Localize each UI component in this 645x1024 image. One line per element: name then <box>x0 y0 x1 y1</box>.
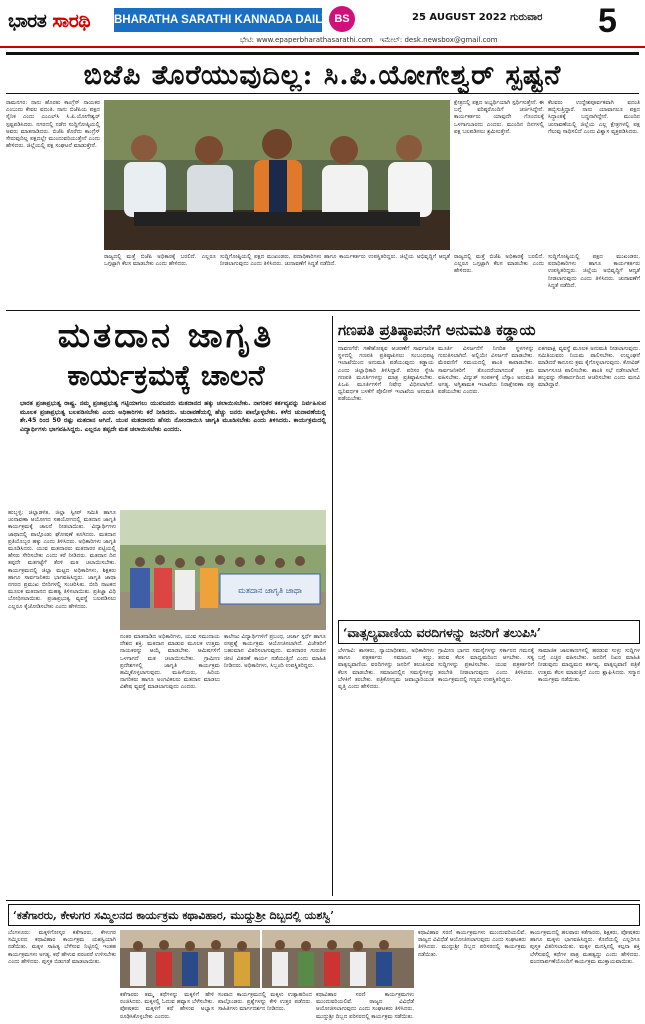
rally-banner-text: ಮತದಾನ ಜಾಗೃತಿ ಜಾಥಾ <box>238 586 302 595</box>
email-link[interactable]: ಇಮೇಲ್: desk.newsbox@gmail.com <box>379 36 498 44</box>
headline-yogeshwar: ಬಿಜೆಪಿ ತೊರೆಯುವುದಿಲ್ಲ: ಸಿ.ಪಿ.ಯೋಗೇಶ್ವರ್ ಸ್ಪಷ್ಟನೆ <box>6 52 639 94</box>
story5-photo <box>120 930 414 988</box>
story1-col5b: ಸುದ್ದಿಗೋಷ್ಠಿಯಲ್ಲಿ ಪಕ್ಷದ ಮುಖಂಡರು, ಪದಾಧಿಕಾರಿಗಳು ಹಾಗೂ ಕಾರ್ಯಕರ್ತರು ಉಪಸ್ಥಿತರಿದ್ದರು. ಜಿಲ್ಲೆಯ ಅಭಿವೃದ್ಧಿಗೆ ಆದ್ಯತೆ ನೀಡಲಾಗುವುದು ಎಂದು ತಿಳಿಸಿದರು. ಚುನಾವಣೆಗೆ ಸಿದ್ಧತೆ ನಡೆದಿದೆ. <box>548 254 640 289</box>
headline-kathavihara: ‘ಕತೆಗಾರರು, ಕೇಳುಗರ ಸಮ್ಮಿಲನದ ಕಾರ್ಯಕ್ರಮ ಕಥಾವಿಹಾರ, ಮುದ್ದುಶ್ರೀ ದಿಬ್ಬದಲ್ಲಿ ಯಶಸ್ವಿ’ <box>8 904 640 926</box>
story3-col2: ಮೂರ್ತಿ ವಿಸರ್ಜನೆಗೆ ನಿಗದಿತ ಸ್ಥಳಗಳನ್ನು ಗುರುತಿಸಲಾಗಿದೆ. ಅಲ್ಲಿಯೇ ವಿಸರ್ಜನೆ ಮಾಡಬೇಕು. ಮೆರವಣಿಗೆ ಸಮಯದಲ್ಲಿ ಶಾಂತಿ ಕಾಪಾಡಬೇಕು. ಸಾರ್ವಜನಿಕರಿಗೆ ತೊಂದರೆಯಾಗದಂತೆ ಕ್ರಮ ವಹಿಸಬೇಕು. ವಿದ್ಯುತ್ ಸಂಪರ್ಕಕ್ಕೆ ಬೆಸ್ಕಾಂ ಅನುಮತಿ ಅಗತ್ಯ. ಅಗ್ನಿಶಾಮಕ ಇಲಾಖೆಯ ನಿರಾಕ್ಷೇಪಣಾ ಪತ್ರ ಪಡೆಯಬೇಕು ಎಂದರು. <box>438 346 534 396</box>
story5-col1: ಬೆಂಗಳೂರು: ಮಕ್ಕಳಿಗೋಸ್ಕರ ಕತೆಗಾರರು, ಕೇಳುಗರ ಸಮ್ಮಿಲನದ ಕಥಾವಿಹಾರ ಕಾರ್ಯಕ್ರಮ ಯಶಸ್ವಿಯಾಗಿ ನಡೆಯಿತು. ಮಕ್ಕಳ ಸಾಹಿತ್ಯ ಬೆಳೆಸುವ ನಿಟ್ಟಿನಲ್ಲಿ ಇಂತಹ ಕಾರ್ಯಕ್ರಮಗಳು ಅಗತ್ಯ. ಕಥೆ ಹೇಳುವ ಪರಂಪರೆ ಉಳಿಸಬೇಕು ಎಂದು ಹೇಳಿದರು. ಪುಸ್ತಕ ಬಿಡುಗಡೆ ಮಾಡಲಾಯಿತು. <box>8 930 116 965</box>
story1-col4: ಸುದ್ದಿಗೋಷ್ಠಿಯಲ್ಲಿ ಪಕ್ಷದ ಮುಖಂಡರು, ಪದಾಧಿಕಾರಿಗಳು ಹಾಗೂ ಕಾರ್ಯಕರ್ತರು ಉಪಸ್ಥಿತರಿದ್ದರು. ಜಿಲ್ಲೆಯ ಅಭಿವೃದ್ಧಿಗೆ ಆದ್ಯತೆ ನೀಡಲಾಗುವುದು ಎಂದು ತಿಳಿಸಿದರು. ಚುನಾವಣೆಗೆ ಸಿದ್ಧತೆ ನಡೆದಿದೆ. <box>220 254 450 268</box>
story3-col3: ಏಕಗವಾಕ್ಷಿ ವ್ಯವಸ್ಥೆ ಮೂಲಕ ಅನುಮತಿ ನೀಡಲಾಗುವುದು. ಸಮಿತಿಯವರು ನಿಯಮ ಪಾಲಿಸಬೇಕು. ಉಲ್ಲಂಘನೆ ಮಾಡಿದರೆ ಕಾನೂನು ಕ್ರಮ ಕೈಗೊಳ್ಳಲಾಗುವುದು. ಕೋವಿಡ್ ಮಾರ್ಗಸೂಚಿ ಪಾಲಿಸಬೇಕು. ಶಾಂತಿ ಸಭೆ ನಡೆಸಲಾಗಿದೆ. ಹಬ್ಬವನ್ನು ಸೌಹಾರ್ದದಿಂದ ಆಚರಿಸಬೇಕು ಎಂದು ಮನವಿ ಮಾಡಿದ್ದಾರೆ. <box>538 346 640 389</box>
page-number: 5 <box>598 2 617 40</box>
story5-col3: ಸಂವಾದ ಕಾರ್ಯಕ್ರಮದಲ್ಲಿ ಮಕ್ಕಳು ಉತ್ಸಾಹದಿಂದ ಪಾಲ್ಗೊಂಡರು. ಪ್ರಶ್ನೆಗಳನ್ನು ಕೇಳಿ ಉತ್ತರ ಪಡೆದರು. ಸಾಹಿತಿಗಳು ಮಾರ್ಗದರ್ಶನ ನೀಡಿದರು. <box>218 992 312 1013</box>
book-release-photo <box>120 930 414 988</box>
headline-voting-awareness-1: ಮತದಾನ ಜಾಗೃತಿ <box>57 316 275 356</box>
bs-logo-icon: BS <box>329 6 355 32</box>
story2-col2: ನಂತರ ಮಾತನಾಡಿದ ಅಧಿಕಾರಿಗಳು, ಯುವ ಸಮುದಾಯ ದೇಶದ ಶಕ್ತಿ. ಮತದಾನ ಮಾಡುವ ಮೂಲಕ ಉತ್ತಮ ನಾಯಕರನ್ನು ಆಯ್ಕೆ ಮಾಡಬೇಕು. ಆಮಿಷಗಳಿಗೆ ಒಳಗಾಗದೆ ಮತ ಚಲಾಯಿಸಬೇಕು. ಗ್ರಾಮೀಣ ಪ್ರದೇಶಗಳಲ್ಲಿ ಜಾಗೃತಿ ಕಾರ್ಯಕ್ರಮ ಹಮ್ಮಿಕೊಳ್ಳಲಾಗುವುದು. ಮಹಿಳೆಯರು, ಹಿರಿಯ ನಾಗರಿಕರು ಹಾಗೂ ಅಂಗವಿಕಲರು ಮತದಾನ ಮಾಡಲು ವಿಶೇಷ ವ್ಯವಸ್ಥೆ ಮಾಡಲಾಗುವುದು ಎಂದರು. <box>120 634 220 691</box>
headline-vatsalyavani: ‘ವಾತ್ಸಲ್ಯವಾಣಿಯ ವರದಿಗಳನ್ನು ಜನರಿಗೆ ತಲುಪಿಸಿ’ <box>338 620 640 644</box>
story5-col2: ಕತೆಗಾರರು ತಮ್ಮ ಕಥೆಗಳನ್ನು ಮಕ್ಕಳಿಗೆ ಹೇಳಿ ರಂಜಿಸಿದರು. ಮಕ್ಕಳಲ್ಲಿ ಓದುವ ಹವ್ಯಾಸ ಬೆಳೆಸಬೇಕು. ಪೋಷಕರು ಮಕ್ಕಳಿಗೆ ಕಥೆ ಹೇಳುವ ಅಭ್ಯಾಸ ರೂಢಿಸಿಕೊಳ್ಳಬೇಕು ಎಂದರು. <box>120 992 214 1020</box>
headline-ganapathi: ಗಣಪತಿ ಪ್ರತಿಷ್ಠಾಪನೆಗೆ ಅನುಮತಿ ಕಡ್ಡಾಯ <box>338 318 640 342</box>
logo-part-1: ಭಾರತ <box>8 10 53 32</box>
story3-col1: ದಾವಣಗೆರೆ: ಗಣೇಶೋತ್ಸವ ಆಚರಣೆಗೆ ಸಾರ್ವಜನಿಕ ಸ್ಥಳದಲ್ಲಿ ಗಣಪತಿ ಪ್ರತಿಷ್ಠಾಪಿಸಲು ಸಂಬಂಧಪಟ್ಟ ಇಲಾಖೆಯಿಂದ ಅನುಮತಿ ಪಡೆಯುವುದು ಕಡ್ಡಾಯ ಎಂದು ಜಿಲ್ಲಾಧಿಕಾರಿ ತಿಳಿಸಿದ್ದಾರೆ. ಪರಿಸರ ಸ್ನೇಹಿ ಗಣಪತಿ ಮೂರ್ತಿಗಳನ್ನು ಮಾತ್ರ ಪ್ರತಿಷ್ಠಾಪಿಸಬೇಕು. ಪಿಒಪಿ ಮೂರ್ತಿಗಳಿಗೆ ನಿಷೇಧ ವಿಧಿಸಲಾಗಿದೆ. ಧ್ವನಿವರ್ಧಕ ಬಳಕೆಗೆ ಪೊಲೀಸ್ ಇಲಾಖೆಯ ಅನುಮತಿ ಪಡೆಯಬೇಕು. <box>338 346 434 403</box>
press-meet-photo <box>104 100 450 250</box>
masthead <box>0 0 645 48</box>
logo-part-2: ಸಾರಥಿ <box>52 10 91 32</box>
divider-bottom <box>6 900 640 901</box>
website-link[interactable]: ಭೇಟಿ: www.epaperbharathasarathi.com <box>240 36 373 44</box>
story1-col3: ರಾಜ್ಯದಲ್ಲಿ ಮತ್ತೆ ಬಿಜೆಪಿ ಅಧಿಕಾರಕ್ಕೆ ಬರಲಿದೆ. ಎಲ್ಲರೂ ಒಗ್ಗಟ್ಟಾಗಿ ಕೆಲಸ ಮಾಡಬೇಕು ಎಂದು ಹೇಳಿದರು. <box>104 254 216 268</box>
story4-col2: ಗ್ರಾಮೀಣ ಭಾಗದ ಸಮಸ್ಯೆಗಳನ್ನು ಸರ್ಕಾರದ ಗಮನಕ್ಕೆ ತರುವ ಕೆಲಸ ಮಾಧ್ಯಮದಿಂದ ಆಗಬೇಕು. ಸತ್ಯ ಸುದ್ದಿಗಳನ್ನು ಪ್ರಕಟಿಸಬೇಕು. ಯುವ ಪತ್ರಕರ್ತರಿಗೆ ತರಬೇತಿ ನೀಡಲಾಗುವುದು ಎಂದು ತಿಳಿಸಿದರು. ಕಾರ್ಯಕ್ರಮದಲ್ಲಿ ಗಣ್ಯರು ಉಪಸ್ಥಿತರಿದ್ದರು. <box>438 648 534 683</box>
story1-photo <box>104 100 450 250</box>
logo-english: BHARATHA SARATHI KANNADA DAILY <box>114 8 322 32</box>
headline-voting-awareness-2: ಕಾರ್ಯಕ್ರಮಕ್ಕೆ ಚಾಲನೆ <box>67 359 265 392</box>
story4-col1: ಬೆಳಗಾವಿ: ಶಾಸಕರು, ನ್ಯಾಯಾಧೀಶರು, ಅಧಿಕಾರಿಗಳು ಹಾಗೂ ಪತ್ರಕರ್ತರು ಸಮಾಜದ ಕಣ್ಣು. ವಾತ್ಸಲ್ಯವಾಣಿಯ ವರದಿಗಳನ್ನು ಜನರಿಗೆ ತಲುಪಿಸುವ ಕೆಲಸ ಮಾಡಬೇಕು. ಸಮಾಜದಲ್ಲಿನ ಸಮಸ್ಯೆಗಳನ್ನು ಬೆಳಕಿಗೆ ತರಬೇಕು. ಪತ್ರಿಕೋದ್ಯಮ ಜವಾಬ್ದಾರಿಯುತ ವೃತ್ತಿ ಎಂದು ಹೇಳಿದರು. <box>338 648 434 691</box>
logo-kannada <box>8 10 90 32</box>
story2-col1: ಹುಬ್ಬಳ್ಳಿ: ಜಿಲ್ಲಾಡಳಿತ, ಜಿಲ್ಲಾ ಸ್ವೀಪ್ ಸಮಿತಿ ಹಾಗೂ ಚುನಾವಣಾ ಆಯೋಗದ ಸಹಯೋಗದಲ್ಲಿ ಮತದಾನ ಜಾಗೃತಿ ಕಾರ್ಯಕ್ರಮಕ್ಕೆ ಚಾಲನೆ ನೀಡಲಾಯಿತು. ವಿದ್ಯಾರ್ಥಿಗಳು ಜಾಥಾದಲ್ಲಿ ಪಾಲ್ಗೊಂಡು ಘೋಷಣೆ ಕೂಗಿದರು. ಮತದಾನ ಪ್ರತಿಯೊಬ್ಬರ ಹಕ್ಕು ಎಂದು ತಿಳಿಸಿದರು. ಅಧಿಕಾರಿಗಳು ಜಾಗೃತಿ ಮೂಡಿಸಿದರು. ಯುವ ಮತದಾರರು ಮತದಾರರ ಪಟ್ಟಿಯಲ್ಲಿ ಹೆಸರು ಸೇರಿಸಬೇಕು ಎಂದು ಕರೆ ನೀಡಿದರು. ಮತದಾನ ದಿನ ತಪ್ಪದೇ ಮತಗಟ್ಟೆಗೆ ತೆರಳಿ ಮತ ಚಲಾಯಿಸಬೇಕು. ಕಾರ್ಯಕ್ರಮದಲ್ಲಿ ಜಿಲ್ಲಾ ಮಟ್ಟದ ಅಧಿಕಾರಿಗಳು, ಶಿಕ್ಷಕರು ಹಾಗೂ ಸಾರ್ವಜನಿಕರು ಭಾಗವಹಿಸಿದ್ದರು. ಜಾಗೃತಿ ಜಾಥಾ ನಗರದ ಪ್ರಮುಖ ಬೀದಿಗಳಲ್ಲಿ ಸಂಚರಿಸಿತು. ಬೀದಿ ನಾಟಕದ ಮೂಲಕ ಮತದಾನದ ಮಹತ್ವ ತಿಳಿಸಲಾಯಿತು. ಪ್ರತಿಜ್ಞಾ ವಿಧಿ ಬೋಧಿಸಲಾಯಿತು. ಪ್ರಜಾಪ್ರಭುತ್ವ ವ್ಯವಸ್ಥೆ ಬಲಪಡಿಸಲು ಎಲ್ಲರೂ ಕೈಜೋಡಿಸಬೇಕು ಎಂದು ಹೇಳಿದರು. <box>8 510 116 610</box>
story2-photo <box>120 510 326 630</box>
story2-lede: ಭಾರತ ಪ್ರಜಾಪ್ರಭುತ್ವ ರಾಷ್ಟ್ರ. ನಮ್ಮ ಪ್ರಜಾಪ್ರಭುತ್ವ ಗಟ್ಟಿಯಾಗಲು ಯುವಜನರು ಮತದಾನದ ಹಕ್ಕು ಚಲಾಯಿಸಬೇಕು. ನಾಗರಿಕರ ಕರ್ತವ್ಯವನ್ನು ನಿರ್ವಹಿಸುವ ಮೂಲಕ ಪ್ರಜಾಪ್ರಭುತ್ವ ಬಲಪಡಿಸಬೇಕು ಎಂದು ಅಧಿಕಾರಿಗಳು ಕರೆ ನೀಡಿದರು. ಚುನಾವಣೆಯಲ್ಲಿ ಹೆಚ್ಚು ಜನರು ಪಾಲ್ಗೊಳ್ಳಬೇಕು. ಕಳೆದ ಚುನಾವಣೆಯಲ್ಲಿ ಶೇ.45 ರಿಂದ 50 ರಷ್ಟು ಮತದಾನ ಆಗಿದೆ. ಯುವ ಮತದಾರರು ಹೆಸರು ನೋಂದಾಯಿಸಿ ಜಾಗೃತಿ ಮೂಡಿಸಬೇಕು ಎಂದು ತಿಳಿಸಿದರು. ಕಾರ್ಯಕ್ರಮದಲ್ಲಿ ವಿದ್ಯಾರ್ಥಿಗಳು ಭಾಗವಹಿಸಿದ್ದರು. ಎಲ್ಲರೂ ತಪ್ಪದೇ ಮತ ಚಲಾಯಿಸಬೇಕು ಎಂದರು. <box>20 400 326 433</box>
dateline: 25 AUGUST 2022 ಗುರುವಾರ <box>412 12 543 23</box>
story1-col1: ರಾಮನಗರ: ನಾನು ಹೊರತು ಕಾಂಗ್ರೆಸ್ ನಾಯಕರ ಎಂಬುದು ಕೇವಲ ವದಂತಿ. ನಾನು ಬಿಜೆಪಿಯ ಪಕ್ಷದ ಸೈನಿಕ ಎಂದು ಎಂಎಲ್‌ಸಿ ಸಿ.ಪಿ.ಯೋಗೇಶ್ವರ್ ಸ್ಪಷ್ಟಪಡಿಸಿದರು. ನಗರದಲ್ಲಿ ನಡೆದ ಸುದ್ದಿಗೋಷ್ಠಿಯಲ್ಲಿ ಅವರು ಮಾತನಾಡಿದರು. ಬಿಜೆಪಿ ತೊರೆದು ಕಾಂಗ್ರೆಸ್ ಸೇರುವುದಿಲ್ಲ ಪಕ್ಷದಲ್ಲೇ ಮುಂದುವರಿಯುತ್ತೇನೆ ಎಂದು ಹೇಳಿದರು. ಜಿಲ್ಲೆಯಲ್ಲಿ ಪಕ್ಷ ಸಂಘಟನೆ ಮಾಡುತ್ತೇನೆ. <box>6 100 100 150</box>
url-bar <box>240 36 498 45</box>
story1-col2b: ರಾಜ್ಯದಲ್ಲಿ ಮತ್ತೆ ಬಿಜೆಪಿ ಅಧಿಕಾರಕ್ಕೆ ಬರಲಿದೆ. ಎಲ್ಲರೂ ಒಗ್ಗಟ್ಟಾಗಿ ಕೆಲಸ ಮಾಡಬೇಕು ಎಂದು ಹೇಳಿದರು. <box>454 254 544 275</box>
story5-col5: ಕಾರ್ಯಕ್ರಮದಲ್ಲಿ ಹಲವಾರು ಕತೆಗಾರರು, ಶಿಕ್ಷಕರು, ಪೋಷಕರು ಹಾಗೂ ಮಕ್ಕಳು ಭಾಗವಹಿಸಿದ್ದರು. ಕೊನೆಯಲ್ಲಿ ಎಲ್ಲರಿಗೂ ಪುಸ್ತಕ ವಿತರಿಸಲಾಯಿತು. ಮಕ್ಕಳ ಮನಸ್ಸಿನಲ್ಲಿ ಕಲ್ಪನಾ ಶಕ್ತಿ ಬೆಳೆಸುವಲ್ಲಿ ಕಥೆಗಳ ಪಾತ್ರ ಮಹತ್ವದ್ದು ಎಂದು ಹೇಳಿದರು. ವಂದನಾರ್ಪಣೆಯೊಂದಿಗೆ ಕಾರ್ಯಕ್ರಮ ಮುಕ್ತಾಯವಾಯಿತು. <box>530 930 640 965</box>
column-divider <box>332 316 333 896</box>
rally-photo <box>120 510 326 630</box>
story4-col3: ಸಾಮಾಜಿಕ ಜಾಲತಾಣಗಳಲ್ಲಿ ಹರಡುವ ಸುಳ್ಳು ಸುದ್ದಿಗಳ ಬಗ್ಗೆ ಎಚ್ಚರ ವಹಿಸಬೇಕು. ಜನರಿಗೆ ನಿಖರ ಮಾಹಿತಿ ನೀಡುವುದು ಮಾಧ್ಯಮದ ಕರ್ತವ್ಯ. ವಾತ್ಸಲ್ಯವಾಣಿ ಪತ್ರಿಕೆ ಉತ್ತಮ ಕೆಲಸ ಮಾಡುತ್ತಿದೆ ಎಂದು ಶ್ಲಾಘಿಸಿದರು. ಸನ್ಮಾನ ಕಾರ್ಯಕ್ರಮ ನಡೆಯಿತು. <box>538 648 640 683</box>
story5-col4b: ಕಥಾವಿಹಾರ ಸರಣಿ ಕಾರ್ಯಕ್ರಮಗಳು ಮುಂದುವರಿಯಲಿವೆ. ರಾಜ್ಯದ ವಿವಿಧೆಡೆ ಆಯೋಜಿಸಲಾಗುವುದು ಎಂದು ಸಂಘಟಕರು ತಿಳಿಸಿದರು. ಮುದ್ದುಶ್ರೀ ದಿಬ್ಬದ ಪರಿಸರದಲ್ಲಿ ಕಾರ್ಯಕ್ರಮ ನಡೆಯಿತು. <box>418 930 526 958</box>
story5-col4: ಕಥಾವಿಹಾರ ಸರಣಿ ಕಾರ್ಯಕ್ರಮಗಳು ಮುಂದುವರಿಯಲಿವೆ. ರಾಜ್ಯದ ವಿವಿಧೆಡೆ ಆಯೋಜಿಸಲಾಗುವುದು ಎಂದು ಸಂಘಟಕರು ತಿಳಿಸಿದರು. ಮುದ್ದುಶ್ರೀ ದಿಬ್ಬದ ಪರಿಸರದಲ್ಲಿ ಕಾರ್ಯಕ್ರಮ ನಡೆಯಿತು. <box>316 992 414 1020</box>
story2-col3: ಕಾಲೇಜು ವಿದ್ಯಾರ್ಥಿಗಳಿಗೆ ಪ್ರಬಂಧ, ಚರ್ಚಾ ಸ್ಪರ್ಧೆ ಹಾಗೂ ರಸಪ್ರಶ್ನೆ ಕಾರ್ಯಕ್ರಮ ಆಯೋಜಿಸಲಾಗಿದೆ. ವಿಜೇತರಿಗೆ ಬಹುಮಾನ ವಿತರಿಸಲಾಗುವುದು. ಮತದಾರರ ಗುರುತಿನ ಚೀಟಿ ವಿತರಣೆ ಕಾರ್ಯ ನಡೆಯುತ್ತಿದೆ ಎಂದು ಮಾಹಿತಿ ನೀಡಿದರು. ಅಧಿಕಾರಿಗಳು, ಸಿಬ್ಬಂದಿ ಉಪಸ್ಥಿತರಿದ್ದರು. <box>224 634 326 669</box>
story1-col2: ಕ್ಷೇತ್ರದಲ್ಲಿ ಪಕ್ಷದ ಅಭ್ಯರ್ಥಿಯಾಗಿ ಸ್ಪರ್ಧಿಸುತ್ತೇನೆ. ಈ ಬಗ್ಗೆ ವರಿಷ್ಠರೊಂದಿಗೆ ಚರ್ಚಿಸಿದ್ದೇನೆ. ಕಾರ್ಯಕರ್ತರು ಯಾವುದೇ ಗೊಂದಲಕ್ಕೆ ಒಳಗಾಗಬಾರದು ಎಂದರು. ಮುಂದಿನ ದಿನಗಳಲ್ಲಿ ಪಕ್ಷ ಬಲಪಡಿಸಲು ಶ್ರಮಿಸುತ್ತೇನೆ. <box>454 100 544 135</box>
divider <box>6 310 640 311</box>
story1-col5: ಕೆಲವರು ಉದ್ದೇಶಪೂರ್ವಕವಾಗಿ ವದಂತಿ ಹಬ್ಬಿಸುತ್ತಿದ್ದಾರೆ. ನಾನು ಯಾವಾಗಲೂ ಪಕ್ಷದ ಸಿದ್ಧಾಂತಕ್ಕೆ ಬದ್ಧನಾಗಿದ್ದೇನೆ. ಮುಂದಿನ ಚುನಾವಣೆಯಲ್ಲಿ ಜಿಲ್ಲೆಯ ಎಲ್ಲ ಕ್ಷೇತ್ರಗಳಲ್ಲಿ ಪಕ್ಷ ಗೆಲುವು ಸಾಧಿಸಲಿದೆ ಎಂದು ವಿಶ್ವಾಸ ವ್ಯಕ್ತಪಡಿಸಿದರು. <box>548 100 640 135</box>
